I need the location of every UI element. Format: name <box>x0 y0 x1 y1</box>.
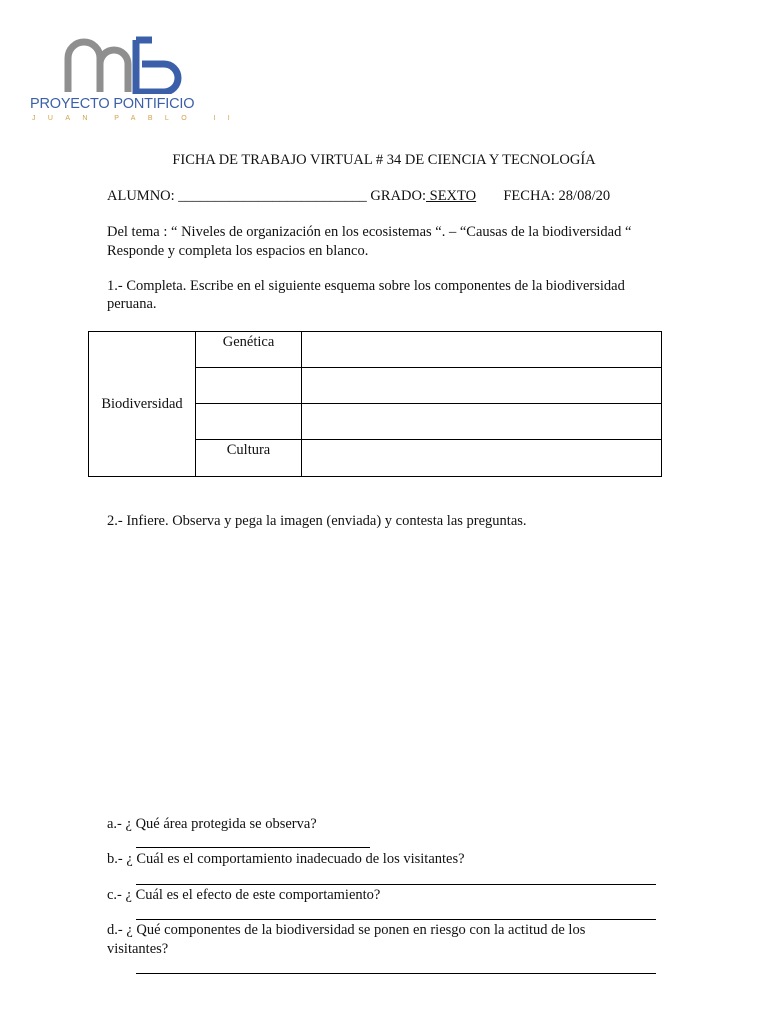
question-a: a.- ¿ Qué área protegida se observa? <box>107 816 317 832</box>
grado-label: GRADO: <box>370 188 427 204</box>
school-logo <box>28 36 243 128</box>
document-title: FICHA DE TRABAJO VIRTUAL # 34 DE CIENCIA Y TECNOLOGÍA <box>172 152 596 168</box>
answer-line-b[interactable] <box>136 884 656 885</box>
biodiversity-scheme-table <box>88 331 662 477</box>
component-cell-1: Genética <box>196 332 302 368</box>
alumno-label: ALUMNO: <box>107 188 175 204</box>
grado-value: SEXTO <box>426 188 477 204</box>
question-d-line1: d.- ¿ Qué componentes de la biodiversidad se ponen en riesgo con la actitud de los <box>107 922 586 938</box>
fecha-text: FECHA: 28/08/20 <box>503 188 611 204</box>
component-cell-3[interactable] <box>196 404 302 440</box>
exercise1-prompt-line1: 1.- Completa. Escribe en el siguiente esquema sobre los componentes de la biodiversidad <box>107 278 625 294</box>
biodiversity-root-cell: Biodiversidad <box>89 332 196 477</box>
component-cell-2[interactable] <box>196 368 302 404</box>
instruction-text: Responde y completa los espacios en blanco. <box>107 243 369 259</box>
image-paste-area[interactable] <box>107 540 657 800</box>
logo-name: PROYECTO PONTIFICIO <box>30 96 195 112</box>
answer-line-d[interactable] <box>136 973 656 974</box>
answer-cell-4[interactable] <box>302 440 662 477</box>
question-d-line2: visitantes? <box>107 941 169 957</box>
student-info-line <box>107 188 610 205</box>
component-cell-4: Cultura <box>196 440 302 477</box>
exercise2-prompt: 2.- Infiere. Observa y pega la imagen (enviada) y contesta las preguntas. <box>107 513 527 529</box>
answer-cell-1[interactable] <box>302 332 662 368</box>
answer-line-c[interactable] <box>136 919 656 920</box>
alumno-blank[interactable]: __________________________ <box>178 188 367 204</box>
tema-text: Del tema : “ Niveles de organización en los ecosistemas “. – “Causas de la biodiversidad “ <box>107 224 632 240</box>
answer-cell-2[interactable] <box>302 368 662 404</box>
question-b: b.- ¿ Cuál es el comportamiento inadecuado de los visitantes? <box>107 851 465 867</box>
logo-subtitle: JUAN PABLO II <box>32 115 243 122</box>
answer-line-a[interactable] <box>136 847 370 848</box>
question-c: c.- ¿ Cuál es el efecto de este comportamiento? <box>107 887 381 903</box>
answer-cell-3[interactable] <box>302 404 662 440</box>
exercise1-prompt-line2: peruana. <box>107 296 157 312</box>
logo-mark-icon <box>64 36 194 94</box>
